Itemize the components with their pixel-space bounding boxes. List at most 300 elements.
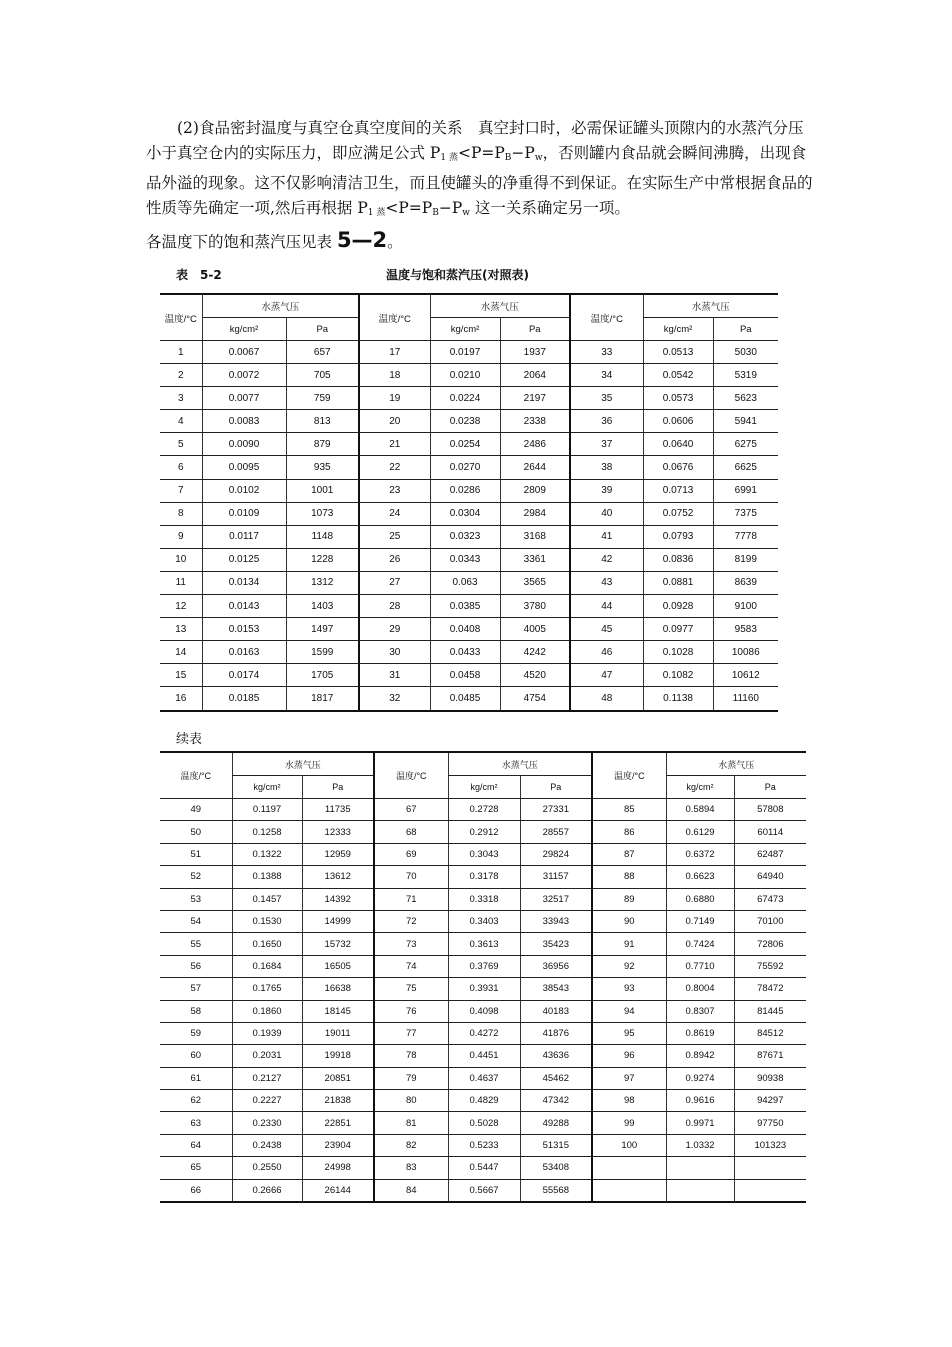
- temp-cell: 27: [359, 571, 430, 594]
- table-reference-number: 5—2: [336, 228, 388, 252]
- temp-cell: 25: [359, 525, 430, 548]
- temp-cell: 100: [592, 1134, 666, 1156]
- temp-cell: 8: [160, 502, 202, 525]
- pa-cell: 43636: [520, 1045, 592, 1067]
- table-row: [160, 978, 806, 1000]
- kg-cell: 1.0332: [666, 1134, 734, 1156]
- pa-cell: 18145: [302, 1000, 374, 1022]
- pa-cell: 62487: [734, 843, 806, 865]
- formula-subscript: 1 蒸: [440, 153, 458, 163]
- table-row: [160, 1090, 806, 1112]
- temp-cell: 68: [374, 821, 448, 843]
- table-title: 温度与饱和蒸汽压(对照表): [386, 268, 529, 282]
- pa-cell: 1497: [286, 618, 359, 641]
- temp-cell: 56: [160, 955, 232, 977]
- pa-cell: 32517: [520, 888, 592, 910]
- pa-cell: 60114: [734, 821, 806, 843]
- kg-cell: 0.0458: [430, 664, 500, 687]
- pa-cell: 72806: [734, 933, 806, 955]
- temp-header: 温度/°C: [592, 752, 666, 799]
- table-row: [160, 502, 778, 525]
- table-row: [160, 910, 806, 932]
- temp-header: 温度/°C: [160, 294, 202, 341]
- temp-cell: 29: [359, 618, 430, 641]
- pa-cell: 1312: [286, 571, 359, 594]
- temp-cell: 66: [160, 1179, 232, 1202]
- pa-cell: 4520: [500, 664, 570, 687]
- vapor-header: 水蒸气压: [666, 752, 806, 776]
- kg-cell: 0.0676: [643, 456, 713, 479]
- pa-cell: 2486: [500, 433, 570, 456]
- temp-cell: 14: [160, 641, 202, 664]
- kg-cell: 0.0542: [643, 364, 713, 387]
- pa-cell: 2064: [500, 364, 570, 387]
- temp-cell: 62: [160, 1090, 232, 1112]
- temp-cell: 90: [592, 910, 666, 932]
- pa-cell: 705: [286, 364, 359, 387]
- kg-cell: 0.0270: [430, 456, 500, 479]
- table-row: [160, 933, 806, 955]
- temp-cell: 80: [374, 1090, 448, 1112]
- kg-header: kg/cm²: [643, 318, 713, 341]
- kg-cell: 0.9616: [666, 1090, 734, 1112]
- temp-cell: 82: [374, 1134, 448, 1156]
- kg-cell: 0.1457: [232, 888, 302, 910]
- temp-cell: 58: [160, 1000, 232, 1022]
- kg-cell: 0.0095: [202, 456, 286, 479]
- kg-header: kg/cm²: [202, 318, 286, 341]
- kg-cell: 0.7710: [666, 955, 734, 977]
- kg-cell: 0.0197: [430, 341, 500, 364]
- temp-cell: 59: [160, 1022, 232, 1044]
- kg-cell: 0.8942: [666, 1045, 734, 1067]
- table-body: [160, 799, 806, 1203]
- temp-cell: 95: [592, 1022, 666, 1044]
- kg-cell: 0.1322: [232, 843, 302, 865]
- intro-heading: (2)食品密封温度与真空仓真空度间的关系: [177, 119, 463, 137]
- intro-text-3: 这一关系确定另一项。: [470, 199, 630, 217]
- kg-cell: 0.0224: [430, 387, 500, 410]
- kg-cell: 0.1684: [232, 955, 302, 977]
- pa-cell: 94297: [734, 1090, 806, 1112]
- pa-cell: 16638: [302, 978, 374, 1000]
- pa-cell: 1228: [286, 548, 359, 571]
- kg-cell: 0.0286: [430, 479, 500, 502]
- temp-cell: 40: [570, 502, 643, 525]
- pa-cell: 5623: [713, 387, 778, 410]
- table-row: [160, 843, 806, 865]
- temp-header: 温度/°C: [160, 752, 232, 799]
- temp-cell: 22: [359, 456, 430, 479]
- pa-cell: 1817: [286, 687, 359, 711]
- pa-cell: 3361: [500, 548, 570, 571]
- kg-cell: 0.1939: [232, 1022, 302, 1044]
- kg-cell: 0.1258: [232, 821, 302, 843]
- pa-cell: 47342: [520, 1090, 592, 1112]
- temp-cell: 77: [374, 1022, 448, 1044]
- pa-cell: 13612: [302, 866, 374, 888]
- table-row: [160, 1179, 806, 1202]
- kg-cell: 0.3613: [448, 933, 520, 955]
- table-row: [160, 595, 778, 618]
- kg-cell: 0.0881: [643, 571, 713, 594]
- temp-cell: 71: [374, 888, 448, 910]
- kg-cell: 0.8619: [666, 1022, 734, 1044]
- temp-cell: 32: [359, 687, 430, 711]
- pa-cell: 16505: [302, 955, 374, 977]
- temp-cell: 41: [570, 525, 643, 548]
- pa-cell: 5319: [713, 364, 778, 387]
- temp-cell: 45: [570, 618, 643, 641]
- kg-cell: 0.3043: [448, 843, 520, 865]
- kg-header: kg/cm²: [232, 776, 302, 799]
- temp-cell: 39: [570, 479, 643, 502]
- table-number: 表 5-2: [176, 268, 222, 282]
- kg-cell: 0.3318: [448, 888, 520, 910]
- formula-part: −P: [438, 199, 463, 217]
- temp-cell: 50: [160, 821, 232, 843]
- temp-cell: 60: [160, 1045, 232, 1067]
- temp-cell: 93: [592, 978, 666, 1000]
- kg-cell: 0.2550: [232, 1157, 302, 1179]
- pa-cell: 5030: [713, 341, 778, 364]
- temp-cell: 78: [374, 1045, 448, 1067]
- table-row: [160, 866, 806, 888]
- pa-cell: 1001: [286, 479, 359, 502]
- kg-cell: 0.0513: [643, 341, 713, 364]
- pa-cell: 97750: [734, 1112, 806, 1134]
- temp-cell: 73: [374, 933, 448, 955]
- kg-cell: 0.5894: [666, 799, 734, 821]
- kg-cell: 0.0174: [202, 664, 286, 687]
- pa-cell: 2197: [500, 387, 570, 410]
- pa-cell: 49288: [520, 1112, 592, 1134]
- kg-cell: 0.0077: [202, 387, 286, 410]
- kg-cell: 0.2330: [232, 1112, 302, 1134]
- kg-cell: 0.6129: [666, 821, 734, 843]
- temp-cell: 10: [160, 548, 202, 571]
- temp-cell: 94: [592, 1000, 666, 1022]
- kg-header: kg/cm²: [448, 776, 520, 799]
- kg-cell: 0.0117: [202, 525, 286, 548]
- pa-cell: 657: [286, 341, 359, 364]
- temp-cell: 18: [359, 364, 430, 387]
- pa-cell: 7375: [713, 502, 778, 525]
- pa-cell: 31157: [520, 866, 592, 888]
- kg-cell: 0.0485: [430, 687, 500, 711]
- pa-cell: 4754: [500, 687, 570, 711]
- kg-cell: 0.0125: [202, 548, 286, 571]
- pa-cell: 55568: [520, 1179, 592, 1202]
- table-row: [160, 641, 778, 664]
- temp-cell: 4: [160, 410, 202, 433]
- temp-cell: 31: [359, 664, 430, 687]
- table-row: [160, 687, 778, 711]
- pa-cell: 70100: [734, 910, 806, 932]
- temp-cell: 91: [592, 933, 666, 955]
- kg-cell: 0.0083: [202, 410, 286, 433]
- temp-cell: 76: [374, 1000, 448, 1022]
- pa-cell: 64940: [734, 866, 806, 888]
- table-row: [160, 618, 778, 641]
- kg-cell: 0.3178: [448, 866, 520, 888]
- temp-cell: 38: [570, 456, 643, 479]
- pa-cell: 1073: [286, 502, 359, 525]
- pa-header: Pa: [500, 318, 570, 341]
- pa-cell: 75592: [734, 955, 806, 977]
- pa-cell: 45462: [520, 1067, 592, 1089]
- pa-cell: 15732: [302, 933, 374, 955]
- pa-cell: 36956: [520, 955, 592, 977]
- kg-cell: 0.2227: [232, 1090, 302, 1112]
- pa-cell: 3565: [500, 571, 570, 594]
- temp-cell: 28: [359, 595, 430, 618]
- temp-cell: 6: [160, 456, 202, 479]
- temp-cell: 21: [359, 433, 430, 456]
- kg-cell: 0.5028: [448, 1112, 520, 1134]
- pa-cell: [734, 1179, 806, 1202]
- table-row: [160, 364, 778, 387]
- kg-cell: 0.0343: [430, 548, 500, 571]
- table-row: [160, 955, 806, 977]
- temp-cell: 99: [592, 1112, 666, 1134]
- kg-cell: 0.4451: [448, 1045, 520, 1067]
- temp-cell: 57: [160, 978, 232, 1000]
- pa-cell: 90938: [734, 1067, 806, 1089]
- kg-cell: 0.6623: [666, 866, 734, 888]
- pa-cell: 2809: [500, 479, 570, 502]
- temp-cell: 5: [160, 433, 202, 456]
- kg-header: kg/cm²: [666, 776, 734, 799]
- kg-cell: 0.5447: [448, 1157, 520, 1179]
- kg-cell: 0.2127: [232, 1067, 302, 1089]
- pa-cell: 1148: [286, 525, 359, 548]
- pa-cell: 26144: [302, 1179, 374, 1202]
- temp-cell: 34: [570, 364, 643, 387]
- temp-cell: 24: [359, 502, 430, 525]
- temp-cell: 69: [374, 843, 448, 865]
- pa-cell: 33943: [520, 910, 592, 932]
- kg-cell: 0.0102: [202, 479, 286, 502]
- kg-cell: 0.4098: [448, 1000, 520, 1022]
- kg-cell: 0.4637: [448, 1067, 520, 1089]
- temp-cell: 70: [374, 866, 448, 888]
- kg-cell: 0.0185: [202, 687, 286, 711]
- kg-cell: 0.1860: [232, 1000, 302, 1022]
- temp-cell: 87: [592, 843, 666, 865]
- temp-cell: 43: [570, 571, 643, 594]
- temp-cell: 67: [374, 799, 448, 821]
- table-reference-text: 各温度下的饱和蒸汽压见表: [146, 233, 337, 251]
- temp-cell: 52: [160, 866, 232, 888]
- kg-cell: 0.0134: [202, 571, 286, 594]
- temp-cell: 36: [570, 410, 643, 433]
- temp-cell: 64: [160, 1134, 232, 1156]
- kg-cell: 0.1028: [643, 641, 713, 664]
- kg-cell: 0.0254: [430, 433, 500, 456]
- kg-cell: 0.3769: [448, 955, 520, 977]
- pa-cell: 759: [286, 387, 359, 410]
- table-row: [160, 821, 806, 843]
- temp-cell: 63: [160, 1112, 232, 1134]
- temp-cell: 17: [359, 341, 430, 364]
- temp-cell: [592, 1179, 666, 1202]
- temp-cell: 19: [359, 387, 430, 410]
- kg-cell: 0.0238: [430, 410, 500, 433]
- temp-cell: 75: [374, 978, 448, 1000]
- table-row: [160, 479, 778, 502]
- table-row: [160, 1045, 806, 1067]
- pa-cell: 21838: [302, 1090, 374, 1112]
- kg-cell: 0.1082: [643, 664, 713, 687]
- pa-cell: 14999: [302, 910, 374, 932]
- pa-cell: 35423: [520, 933, 592, 955]
- pa-cell: 813: [286, 410, 359, 433]
- formula-subscript: B: [504, 153, 512, 163]
- kg-cell: 0.2031: [232, 1045, 302, 1067]
- vapor-header: 水蒸气压: [643, 294, 778, 318]
- temp-cell: [592, 1157, 666, 1179]
- pa-cell: 23904: [302, 1134, 374, 1156]
- temp-cell: 23: [359, 479, 430, 502]
- vapor-header: 水蒸气压: [232, 752, 374, 776]
- table-row: [160, 888, 806, 910]
- temp-cell: 26: [359, 548, 430, 571]
- pa-header: Pa: [713, 318, 778, 341]
- pa-cell: 7778: [713, 525, 778, 548]
- temp-cell: 46: [570, 641, 643, 664]
- pa-cell: 9100: [713, 595, 778, 618]
- pa-cell: 38543: [520, 978, 592, 1000]
- temp-cell: 84: [374, 1179, 448, 1202]
- vapor-pressure-table-continued: [160, 751, 806, 1203]
- kg-cell: 0.1765: [232, 978, 302, 1000]
- temp-cell: 79: [374, 1067, 448, 1089]
- formula-subscript: w: [462, 208, 470, 218]
- pa-cell: 101323: [734, 1134, 806, 1156]
- kg-cell: 0.0385: [430, 595, 500, 618]
- pa-cell: 87671: [734, 1045, 806, 1067]
- temp-cell: 74: [374, 955, 448, 977]
- temp-cell: 13: [160, 618, 202, 641]
- table-row: [160, 1000, 806, 1022]
- pa-cell: 2984: [500, 502, 570, 525]
- kg-cell: 0.3403: [448, 910, 520, 932]
- formula-part: <P=P: [385, 199, 433, 217]
- temp-cell: 53: [160, 888, 232, 910]
- kg-cell: 0.0977: [643, 618, 713, 641]
- table-row: [160, 571, 778, 594]
- kg-cell: 0.1138: [643, 687, 713, 711]
- kg-cell: 0.0153: [202, 618, 286, 641]
- pa-cell: 11160: [713, 687, 778, 711]
- temp-cell: 96: [592, 1045, 666, 1067]
- temp-cell: 92: [592, 955, 666, 977]
- pa-cell: 1403: [286, 595, 359, 618]
- kg-cell: 0.2438: [232, 1134, 302, 1156]
- temp-cell: 11: [160, 571, 202, 594]
- formula-subscript: B: [432, 208, 439, 218]
- pa-cell: 8199: [713, 548, 778, 571]
- kg-cell: 0.2666: [232, 1179, 302, 1202]
- intro-paragraph: [146, 116, 814, 226]
- pa-cell: 14392: [302, 888, 374, 910]
- pa-cell: 27331: [520, 799, 592, 821]
- table-row: [160, 664, 778, 687]
- temp-cell: 72: [374, 910, 448, 932]
- pa-cell: 41876: [520, 1022, 592, 1044]
- pa-cell: 3168: [500, 525, 570, 548]
- temp-cell: 98: [592, 1090, 666, 1112]
- temp-cell: 97: [592, 1067, 666, 1089]
- kg-cell: 0.0606: [643, 410, 713, 433]
- pa-cell: 24998: [302, 1157, 374, 1179]
- pa-cell: 20851: [302, 1067, 374, 1089]
- temp-cell: 7: [160, 479, 202, 502]
- pa-cell: 78472: [734, 978, 806, 1000]
- table-row: [160, 1067, 806, 1089]
- pa-cell: 11735: [302, 799, 374, 821]
- pa-cell: 19918: [302, 1045, 374, 1067]
- formula-part: <P=P: [457, 144, 505, 162]
- pa-cell: 1599: [286, 641, 359, 664]
- table-row: [160, 799, 806, 821]
- temp-cell: 20: [359, 410, 430, 433]
- table-reference-line: [146, 228, 403, 252]
- kg-cell: 0.4272: [448, 1022, 520, 1044]
- temp-cell: 65: [160, 1157, 232, 1179]
- formula-subscript: w: [534, 153, 543, 163]
- pa-header: Pa: [302, 776, 374, 799]
- kg-cell: 0.8307: [666, 1000, 734, 1022]
- pa-cell: 53408: [520, 1157, 592, 1179]
- temp-cell: 88: [592, 866, 666, 888]
- pa-cell: 19011: [302, 1022, 374, 1044]
- pa-cell: 12333: [302, 821, 374, 843]
- kg-cell: 0.0928: [643, 595, 713, 618]
- pa-cell: 10612: [713, 664, 778, 687]
- table-row: [160, 456, 778, 479]
- kg-cell: 0.8004: [666, 978, 734, 1000]
- intro-text-1: 真空封口时，必需保证罐头顶隙内的水蒸汽分压小于真空仓内的实际压力，即应满足公式 P: [146, 119, 804, 162]
- kg-cell: 0.1388: [232, 866, 302, 888]
- kg-cell: 0.0210: [430, 364, 500, 387]
- kg-cell: 0.1530: [232, 910, 302, 932]
- pa-cell: 81445: [734, 1000, 806, 1022]
- table-reference-end: 。: [387, 233, 403, 251]
- table-row: [160, 387, 778, 410]
- kg-cell: 0.0304: [430, 502, 500, 525]
- pa-cell: 9583: [713, 618, 778, 641]
- kg-cell: 0.6372: [666, 843, 734, 865]
- temp-cell: 85: [592, 799, 666, 821]
- kg-cell: 0.0793: [643, 525, 713, 548]
- kg-cell: 0.6880: [666, 888, 734, 910]
- kg-cell: 0.0109: [202, 502, 286, 525]
- pa-cell: 29824: [520, 843, 592, 865]
- kg-cell: 0.1197: [232, 799, 302, 821]
- kg-cell: 0.0072: [202, 364, 286, 387]
- temp-header: 温度/°C: [359, 294, 430, 341]
- pa-cell: 57808: [734, 799, 806, 821]
- kg-cell: 0.0323: [430, 525, 500, 548]
- kg-cell: 0.7149: [666, 910, 734, 932]
- temp-cell: 12: [160, 595, 202, 618]
- temp-cell: 30: [359, 641, 430, 664]
- temp-cell: 1: [160, 341, 202, 364]
- kg-cell: 0.0163: [202, 641, 286, 664]
- kg-cell: 0.0408: [430, 618, 500, 641]
